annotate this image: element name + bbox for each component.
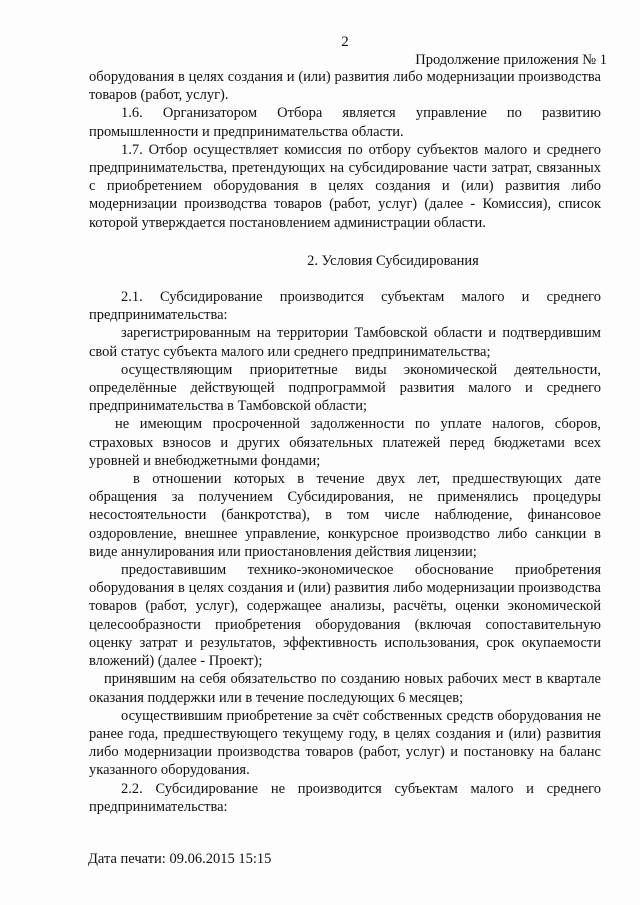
list-item: осуществившим приобретение за счёт собственных средств оборудования не ранее года, предшествующего текущему году, в целях создания и (или) развития либо модернизации производства товаров (работ, услуг) и постановку на баланс указанного оборудования. [89, 707, 601, 779]
list-item: зарегистрированным на территории Тамбовской области и подтвердившим свой статус субъекта малого или среднего предпринимательства; [89, 325, 601, 360]
list-item: в отношении которых в течение двух лет, предшествующих дате обращения за получением Субсидирования, не применялись процедуры несостоятельности (банкротства), в том числе наблюдение, финансовое оздоровление, внешнее управление, конкурсное производство либо санкции в виде аннулирования или приостановления действия лицензии; [89, 471, 601, 560]
page-number: 2 [341, 34, 349, 50]
list-item: не имеющим просроченной задолженности по уплате налогов, сборов, страховых взносов и других обязательных платежей перед бюджетами всех уровней и внебюджетными фондами; [89, 416, 601, 469]
spacer [89, 232, 601, 252]
list-item: осуществляющим приоритетные виды экономической деятельности, определённые действующей подпрограммой развития малого и среднего предпринимательства в Тамбовской области; [89, 361, 601, 415]
appendix-note: Продолжение приложения № 1 [415, 52, 607, 68]
paragraph-2-1: 2.1. Субсидирование производится субъектам малого и среднего предпринимательства: [89, 289, 601, 324]
section-heading: 2. Условия Субсидирования [307, 252, 479, 269]
list-item: предоставившим технико-экономическое обоснование приобретения оборудования в целях создания и (или) развития либо модернизации производства товаров (работ, услуг), содержащее анализы, расчёты, оценки экономической целесообразности приобретения оборудования (включая сопоставительную оценку затрат и результатов, эффективность использования, срок окупаемости вложений) (далее - Проект); [89, 562, 601, 670]
paragraph-1-7: 1.7. Отбор осуществляет комиссия по отбору субъектов малого и среднего предпринимательства, претендующих на субсидирование части затрат, связанных с приобретением оборудования в целях создания и (или) развития либо модернизации производства товаров (работ, услуг) (далее - Комиссия), список которой утверждается постановлением администрации области. [89, 141, 601, 231]
document-body [89, 68, 601, 816]
print-date: Дата печати: 09.06.2015 15:15 [88, 851, 272, 867]
paragraph-1-6: 1.6. Организатором Отбора является управление по развитию промышленности и предпринимательства области. [89, 105, 601, 140]
list-item: принявшим на себя обязательство по созданию новых рабочих мест в квартале оказания поддержки или в течение последующих 6 месяцев; [89, 671, 601, 706]
spacer [89, 270, 601, 288]
paragraph-2-2: 2.2. Субсидирование не производится субъектам малого и среднего предпринимательства: [89, 780, 601, 815]
paragraph-continuation: оборудования в целях создания и (или) развития либо модернизации производства товаров (работ, услуг). [89, 69, 601, 104]
